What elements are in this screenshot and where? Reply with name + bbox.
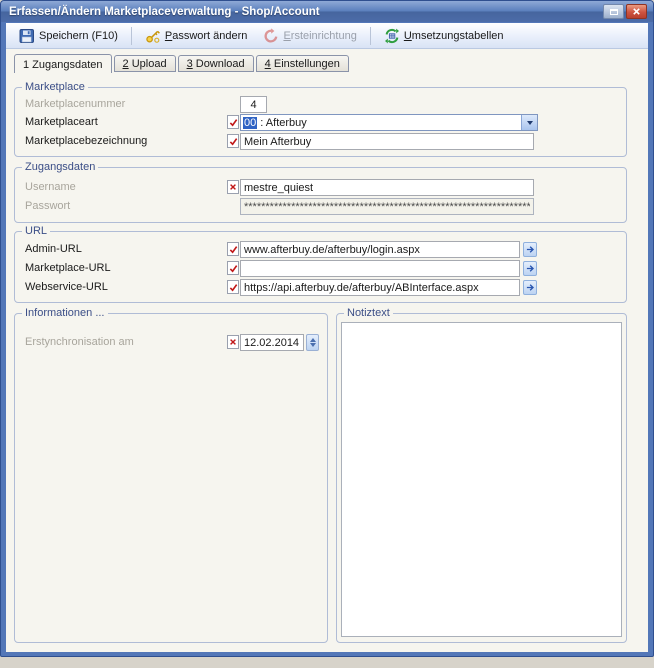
marketplaceart-combobox[interactable]: [240, 114, 538, 131]
required-check-icon: [227, 280, 239, 294]
spinner-up-icon: [310, 338, 316, 342]
tab-zugangsdaten[interactable]: 1 Zugangsdaten: [14, 54, 112, 73]
username-input[interactable]: [240, 179, 534, 196]
group-marketplace-title: Marketplace: [22, 81, 88, 93]
close-icon: [632, 7, 641, 16]
titlebar-buttons: [603, 4, 647, 19]
close-button[interactable]: [626, 4, 647, 19]
open-admin-url-button[interactable]: [523, 242, 537, 257]
row-admin-url: [25, 241, 622, 258]
row-marketplaceart: [25, 114, 622, 131]
tab-einstellungen[interactable]: 4 Einstellungen: [256, 55, 349, 72]
erstsynchronisation-date-input[interactable]: [240, 334, 304, 351]
notiztext-textarea[interactable]: [341, 322, 622, 637]
row-marketplace-url: [25, 260, 622, 277]
erstsynchronisation-label: Erstynchronisation am: [25, 336, 134, 348]
group-url: [14, 225, 627, 303]
restore-icon: [610, 9, 618, 15]
first-setup-button: [256, 26, 363, 46]
first-setup-label: Ersteinrichtung: [283, 29, 357, 42]
webservice-url-label: Webservice-URL: [25, 281, 108, 293]
row-marketplacebezeichnung: [25, 133, 622, 150]
marketplaceart-selected-text: 00: [244, 116, 257, 129]
toolbar-separator: [370, 27, 371, 45]
save-icon: [19, 28, 35, 44]
row-erstsynchronisation: [25, 334, 323, 351]
group-zugangsdaten: [14, 161, 627, 223]
open-marketplace-url-button[interactable]: [523, 261, 537, 276]
group-zugangsdaten-title: Zugangsdaten: [22, 161, 98, 173]
tab-download[interactable]: 3 Download: [178, 55, 254, 72]
mapping-tables-button[interactable]: [377, 26, 511, 46]
group-informationen-title: Informationen ...: [22, 307, 108, 319]
first-setup-icon: [263, 28, 279, 44]
admin-url-input[interactable]: [240, 241, 520, 258]
group-url-title: URL: [22, 225, 50, 237]
required-check-icon: [227, 134, 239, 148]
passwort-label: Passwort: [25, 200, 71, 212]
open-webservice-url-button[interactable]: [523, 280, 537, 295]
arrow-right-icon: [526, 283, 535, 292]
keys-icon: [145, 28, 161, 44]
required-x-icon: [227, 335, 239, 349]
passwort-input: [240, 198, 534, 215]
save-button-label: Speichern (F10): [39, 29, 118, 42]
marketplacenummer-label: Marketplacenummer: [25, 98, 126, 110]
arrow-right-icon: [526, 245, 535, 254]
mapping-tables-label: Umsetzungstabellen: [403, 29, 504, 42]
webservice-url-input[interactable]: [240, 279, 520, 296]
spinner-down-icon: [310, 343, 316, 347]
chevron-down-icon: [527, 121, 533, 125]
required-check-icon: [227, 242, 239, 256]
title-bar[interactable]: [1, 1, 653, 22]
restore-button[interactable]: [603, 4, 624, 19]
change-password-label: Passwort ändern: [164, 29, 248, 42]
desktop-background: [0, 657, 654, 668]
mapping-tables-icon: [384, 28, 400, 44]
admin-url-label: Admin-URL: [25, 243, 82, 255]
row-webservice-url: [25, 279, 622, 296]
row-marketplacenummer: [25, 96, 622, 113]
date-spinner[interactable]: [306, 334, 319, 351]
required-check-icon: [227, 115, 239, 129]
toolbar-separator: [131, 27, 132, 45]
marketplace-url-label: Marketplace-URL: [25, 262, 111, 274]
required-x-icon: [227, 180, 239, 194]
marketplacebezeichnung-input[interactable]: [240, 133, 534, 150]
marketplaceart-label: Marketplaceart: [25, 116, 98, 128]
username-label: Username: [25, 181, 76, 193]
group-notiztext: [336, 307, 627, 643]
tab-strip: [14, 53, 351, 72]
window-title: Erfassen/Ändern Marketplaceverwaltung - Shop/Account: [9, 5, 320, 18]
combobox-dropdown-button[interactable]: [521, 115, 537, 130]
marketplaceart-value-text: : Afterbuy: [257, 116, 307, 129]
change-password-button[interactable]: [138, 26, 255, 46]
tab-upload[interactable]: 2 Upload: [114, 55, 176, 72]
toolbar: [6, 23, 648, 49]
group-notiztext-title: Notiztext: [344, 307, 393, 319]
group-marketplace: [14, 81, 627, 157]
required-check-icon: [227, 261, 239, 275]
row-username: [25, 179, 622, 196]
save-button[interactable]: [12, 26, 125, 46]
row-passwort: [25, 198, 622, 215]
arrow-right-icon: [526, 264, 535, 273]
marketplacebezeichnung-label: Marketplacebezeichnung: [25, 135, 148, 147]
marketplacenummer-input[interactable]: [240, 96, 267, 113]
marketplace-url-input[interactable]: [240, 260, 520, 277]
group-informationen: [14, 307, 328, 643]
window-body: [6, 23, 648, 652]
